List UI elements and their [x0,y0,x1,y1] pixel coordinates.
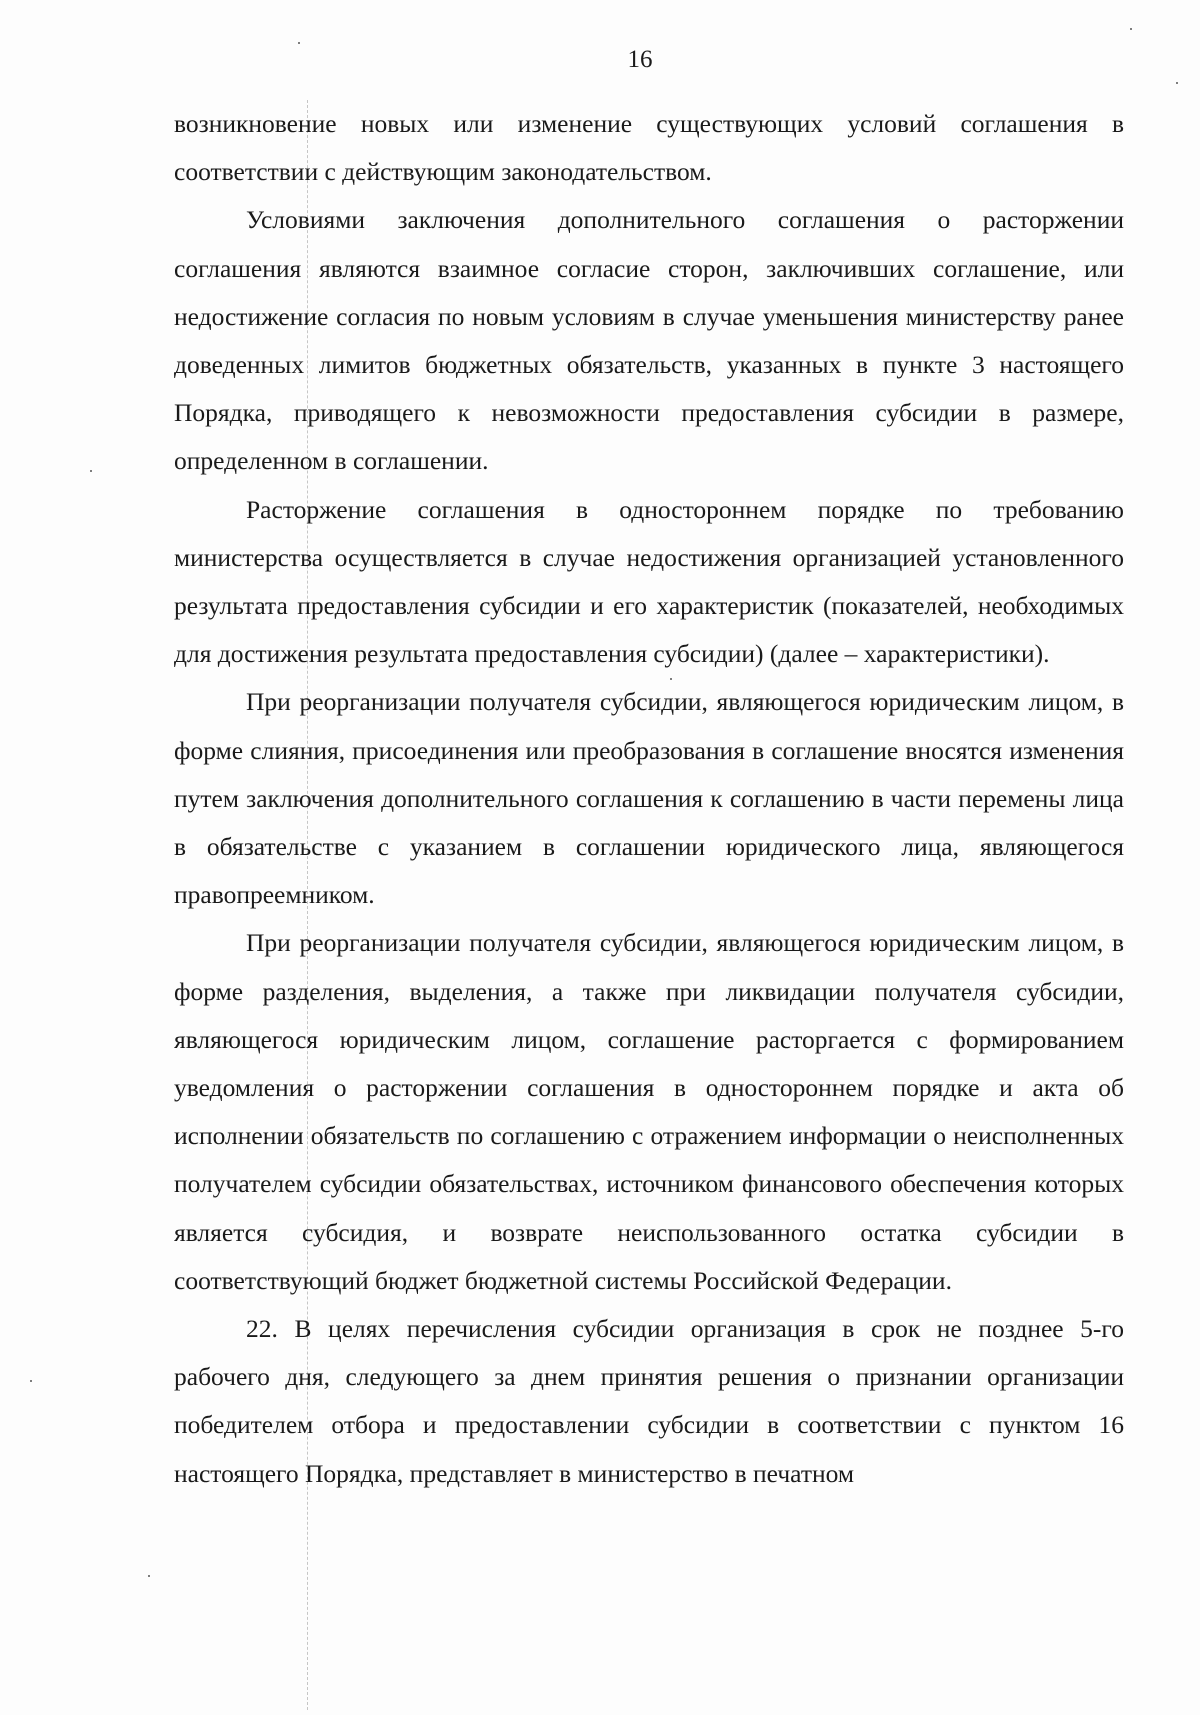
page-number: 16 [627,46,653,73]
paragraph-reorganization-division: При реорганизации получателя субсидии, являющегося юридическим лицом, в форме разделения, выделения, а также при ликвидации получателя субсидии, являющегося юридическим лицом, соглашение расторгается с формированием уведомления о расторжении соглашения в одностороннем порядке и акта об исполнении обязательств по соглашению с отражением информации о неисполненных получателем субсидии обязательствах, источником финансового обеспечения которых является субсидия, и возврате неиспользованного остатка субсидии в соответствующий бюджет бюджетной системы Российской Федерации. [174,928,1124,1295]
scan-speck [298,42,300,44]
paragraph-unilateral-termination: Расторжение соглашения в одностороннем порядке по требованию министерства осуществляется в случае недостижения организацией установленного результата предоставления субсидии и его характеристик (показателей, необходимых для достижения результата предоставления субсидии) (далее – характеристики). [174,494,1124,669]
document-body [174,100,1124,1498]
paragraph-termination-conditions: Условиями заключения дополнительного соглашения о расторжении соглашения являются взаимное согласие сторон, заключивших соглашение, или недостижение согласия по новым условиям в случае уменьшения министерству ранее доведенных лимитов бюджетных обязательств, указанных в пункте 3 настоящего Порядка, приводящего к невозможности предоставления субсидии в размере, определенном в соглашении. [174,205,1124,476]
scan-speck [1130,28,1132,30]
scan-speck [148,1575,150,1577]
paragraph-continuation: возникновение новых или изменение существующих условий соглашения в соответствии с действующим законодательством. [174,109,1124,187]
paragraph-clause-22: 22. В целях перечисления субсидии организация в срок не позднее 5-го рабочего дня, следующего за днем принятия решения о признании организации победителем отбора и предоставлении субсидии в соответствии с пунктом 16 настоящего Порядка, представляет в министерство в печатном [174,1314,1124,1488]
scan-speck [670,678,672,680]
scan-speck [90,470,92,472]
scan-speck [1176,82,1178,84]
scan-speck [30,1380,32,1382]
paragraph-reorganization-merger: При реорганизации получателя субсидии, являющегося юридическим лицом, в форме слияния, присоединения или преобразования в соглашение вносятся изменения путем заключения дополнительного соглашения к соглашению в части перемены лица в обязательстве с указанием в соглашении юридического лица, являющегося правопреемником. [174,687,1124,910]
